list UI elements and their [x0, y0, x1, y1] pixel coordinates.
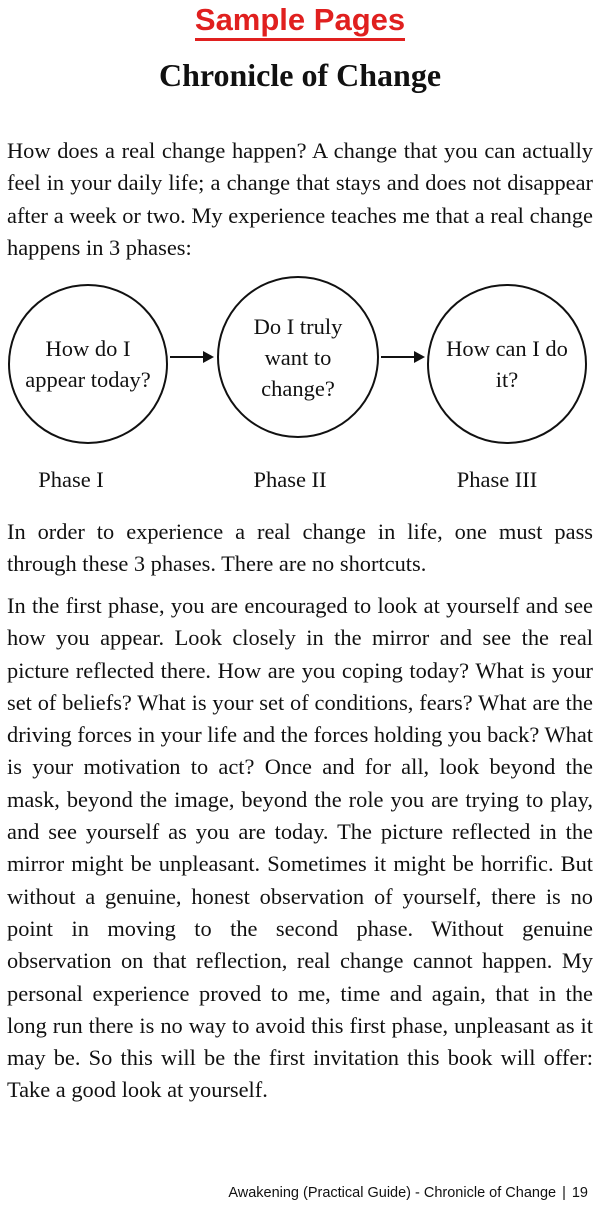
phase-2-question: Do I truly want to change? — [253, 313, 343, 401]
phase-3-label: Phase III — [456, 467, 538, 492]
phase-2-label: Phase II — [253, 467, 327, 492]
phase-3-circle — [427, 284, 587, 444]
page-number: 19 — [571, 1185, 588, 1201]
phase-1-circle — [8, 284, 168, 444]
phase-3-question: How can I do it? — [446, 336, 568, 392]
footer-running-title: Awakening (Practical Guide) - Chronicle of Change — [228, 1185, 557, 1201]
footer-separator: | — [562, 1185, 566, 1201]
arrow-right-icon — [170, 356, 212, 358]
phase-1-label: Phase I — [38, 467, 104, 492]
phases-paragraph: In order to experience a real change in life, one must pass through these 3 phases. There are no shortcuts. — [7, 519, 593, 577]
intro-paragraph: How does a real change happen? A change that you can actually feel in your daily life; a change that stays and does not disappear after a week or two. My experience teaches me that a real change happens in 3 phases: — [7, 138, 593, 260]
page-footer — [228, 1183, 588, 1203]
phase-2-circle — [217, 276, 379, 438]
chapter-title: Chronicle of Change — [158, 57, 442, 93]
banner-text: Sample Pages — [195, 2, 405, 41]
first-phase-paragraph: In the first phase, you are encouraged to look at yourself and see how you appear. Look closely in the mirror and see the real picture reflected there. How are you coping today? What is your set of beliefs? What is your set of conditions, fears? What are the driving forces in your life and the forces holding you back? What is your motivation to act? Once and for all, look beyond the mask, beyond the image, beyond the role you are trying to play, and see yourself as you are today. The picture reflected in the mirror might be unpleasant. Sometimes it might be horrific. But without a genuine, honest observation of yourself, there is no point in moving to the second phase. Without genuine observation on that reflection, real change cannot happen. My personal experience proved to me, time and again, that in the long run there is no way to avoid this first phase, unpleasant as it may be. So this will be the first invitation this book will offer: Take a good look at yourself. — [7, 593, 593, 1103]
phases-diagram — [0, 276, 600, 452]
sample-pages-banner — [0, 2, 600, 38]
arrow-right-icon — [381, 356, 423, 358]
phase-1-question: How do I appear today? — [25, 336, 151, 392]
